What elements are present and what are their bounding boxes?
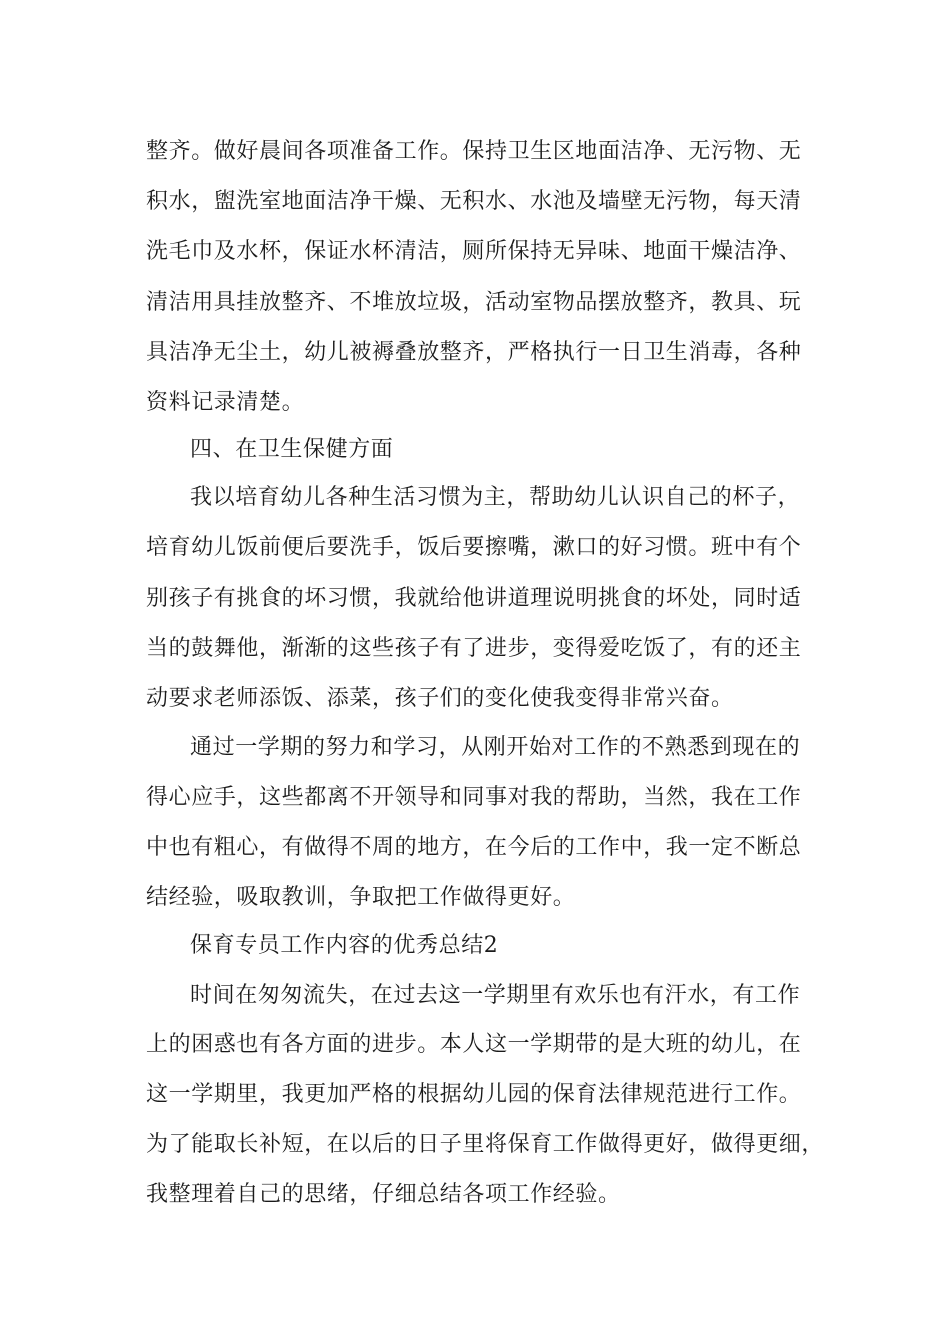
text-line: 这一学期里，我更加严格的根据幼儿园的保育法律规范进行工作。: [146, 1082, 802, 1107]
text-line: 得心应手，这些都离不开领导和同事对我的帮助，当然，我在工作: [146, 785, 802, 810]
section-heading: 保育专员工作内容的优秀总结2: [190, 933, 499, 958]
text-line: 上的困惑也有各方面的进步。本人这一学期带的是大班的幼儿，在: [146, 1032, 802, 1057]
text-line: 具洁净无尘土，幼儿被褥叠放整齐，严格执行一日卫生消毒，各种: [146, 340, 802, 365]
text-line: 培育幼儿饭前便后要洗手，饭后要擦嘴，漱口的好习惯。班中有个: [146, 535, 802, 560]
text-line: 别孩子有挑食的坏习惯，我就给他讲道理说明挑食的坏处，同时适: [146, 586, 802, 611]
text-line: 我整理着自己的思绪，仔细总结各项工作经验。: [146, 1182, 621, 1207]
text-line: 当的鼓舞他，渐渐的这些孩子有了进步，变得爱吃饭了，有的还主: [146, 636, 802, 661]
text-line: 中也有粗心，有做得不周的地方，在今后的工作中，我一定不断总: [146, 835, 802, 860]
text-line: 通过一学期的努力和学习，从刚开始对工作的不熟悉到现在的: [190, 735, 801, 760]
text-line: 时间在匆匆流失，在过去这一学期里有欢乐也有汗水，有工作: [190, 983, 801, 1008]
text-line: 资料记录清楚。: [146, 390, 305, 415]
text-line: 整齐。做好晨间各项准备工作。保持卫生区地面洁净、无污物、无: [146, 139, 802, 164]
section-heading: 四、在卫生保健方面: [190, 437, 394, 462]
text-line: 洗毛巾及水杯，保证水杯清洁，厕所保持无异味、地面干燥洁净、: [146, 239, 802, 264]
text-line: 结经验，吸取教训，争取把工作做得更好。: [146, 885, 576, 910]
text-line: 我以培育幼儿各种生活习惯为主，帮助幼儿认识自己的杯子，: [190, 485, 801, 510]
text-line: 清洁用具挂放整齐、不堆放垃圾，活动室物品摆放整齐，教具、玩: [146, 290, 802, 315]
text-line: 积水，盥洗室地面洁净干燥、无积水、水池及墙壁无污物，每天清: [146, 189, 802, 214]
text-line: 为了能取长补短，在以后的日子里将保育工作做得更好，做得更细，: [146, 1132, 825, 1157]
text-line: 动要求老师添饭、添菜，孩子们的变化使我变得非常兴奋。: [146, 686, 734, 711]
